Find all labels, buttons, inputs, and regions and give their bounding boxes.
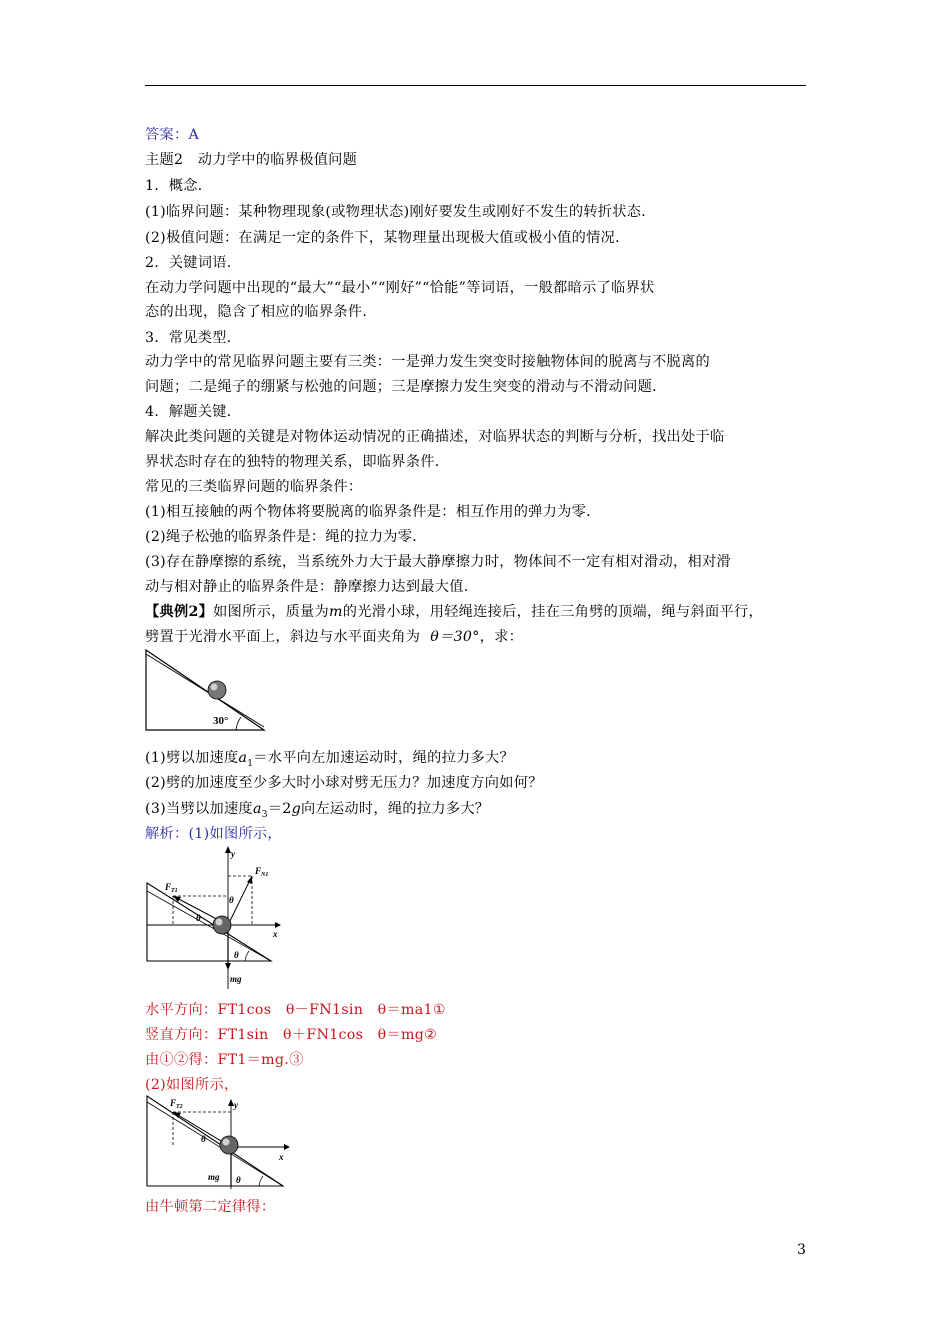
gravity-symbol: g bbox=[291, 801, 301, 817]
angle-label: 30° bbox=[213, 715, 229, 727]
section-4-line-2: 界状态时存在的独特的物理关系，即临界条件． bbox=[145, 454, 450, 470]
section-2-line-1: 在动力学问题中出现的“最大”“最小”“刚好”“恰能”等词语，一般都暗示了临界状 bbox=[145, 280, 655, 296]
ball-highlight bbox=[223, 1139, 230, 1146]
conditions-title: 常见的三类临界问题的临界条件： bbox=[145, 479, 363, 495]
weight-arrow bbox=[225, 963, 231, 970]
ball bbox=[220, 1136, 238, 1154]
condition-3-line-1: (3)存在静摩擦的系统，当系统外力大于最大静摩擦力时，物体间不一定有相对滑动，相对滑 bbox=[145, 554, 732, 570]
tension-label: $F_{T2}$ bbox=[170, 1098, 183, 1110]
mass-symbol: m bbox=[329, 604, 343, 620]
example-heading: 【典例2】 bbox=[145, 604, 214, 620]
question-text: (1)劈以加速度 bbox=[145, 750, 239, 766]
x-axis-arrow bbox=[275, 922, 281, 928]
section-3-title: 3．常见类型． bbox=[145, 330, 242, 346]
y-label: y bbox=[234, 1100, 238, 1110]
angle-arc bbox=[259, 1176, 263, 1186]
example-text: 如图所示，质量为 bbox=[213, 604, 330, 620]
page-number: 3 bbox=[797, 1242, 806, 1258]
condition-1: (1)相互接触的两个物体将要脱离的临界条件是：相互作用的弹力为零． bbox=[145, 504, 601, 520]
wedge-figure bbox=[143, 648, 268, 734]
question-text: (3)当劈以加速度 bbox=[145, 801, 253, 817]
accel-subscript: 1 bbox=[247, 758, 254, 769]
weight-label: mg bbox=[230, 974, 242, 984]
question-text: ＝2 bbox=[267, 801, 292, 817]
answer-line: 答案：A bbox=[145, 127, 200, 143]
example-line-1 bbox=[145, 602, 763, 622]
equation-horizontal: 水平方向：FT1cos θ－FN1sin θ＝ma1① bbox=[145, 1002, 446, 1018]
question-3 bbox=[145, 799, 489, 825]
header-rule bbox=[145, 85, 806, 86]
rope-line bbox=[146, 654, 264, 727]
angle-arc bbox=[236, 717, 241, 730]
y-label: y bbox=[231, 849, 235, 859]
condition-2: (2)绳子松弛的临界条件是：绳的拉力为零． bbox=[145, 529, 427, 545]
section-1-para-2: (2)极值问题：在满足一定的条件下，某物理量出现极大值或极小值的情况． bbox=[145, 230, 630, 246]
solution-label: 解析： bbox=[145, 826, 189, 842]
ball bbox=[208, 681, 226, 699]
theta-label-1: θ bbox=[201, 1134, 206, 1144]
question-2: (2)劈的加速度至少多大时小球对劈无压力？加速度方向如何？ bbox=[145, 775, 543, 791]
theta-label-1: θ bbox=[229, 895, 234, 905]
accel-symbol: a bbox=[252, 801, 262, 817]
section-1-title: 1．概念． bbox=[145, 178, 213, 194]
theta-label-3: θ bbox=[234, 950, 239, 960]
section-4-line-1: 解决此类问题的关键是对物体运动情况的正确描述，对临界状态的判断与分析，找出处于临 bbox=[145, 429, 725, 445]
x-label: x bbox=[273, 929, 278, 939]
section-1-para-1: (1)临界问题：某种物理现象(或物理状态)刚好要发生或刚好不发生的转折状态． bbox=[145, 204, 656, 220]
solution-part-2: (2)如图所示， bbox=[145, 1077, 239, 1093]
question-text: 向左运动时，绳的拉力多大？ bbox=[300, 801, 490, 817]
equation-result: 由①②得：FT1＝mg.③ bbox=[145, 1052, 304, 1068]
theta-label-2: θ bbox=[196, 913, 201, 923]
solution-part-1: (1)如图所示， bbox=[188, 826, 282, 842]
section-2-line-2: 态的出现，隐含了相应的临界条件． bbox=[145, 304, 377, 320]
condition-3-line-2: 动与相对静止的临界条件是：静摩擦力达到最大值． bbox=[145, 579, 479, 595]
section-4-title: 4．解题关键． bbox=[145, 404, 242, 420]
section-3-line-1: 动力学中的常见临界问题主要有三类：一是弹力发生突变时接触物体间的脱离与不脱离的 bbox=[145, 354, 711, 370]
ball-highlight bbox=[216, 919, 223, 926]
section-2-title: 2．关键词语． bbox=[145, 255, 242, 271]
angle-arc bbox=[245, 951, 249, 961]
normal-arrow bbox=[247, 876, 252, 884]
tension-label: $F_{T1}$ bbox=[165, 882, 178, 894]
tension-arrow bbox=[173, 896, 181, 902]
x-label: x bbox=[279, 1152, 284, 1162]
ball-highlight bbox=[211, 684, 218, 691]
example-line-2 bbox=[145, 627, 523, 647]
solution-part-3: 由牛顿第二定律得： bbox=[145, 1199, 276, 1215]
accel-subscript: 3 bbox=[261, 809, 268, 820]
section-3-line-2: 问题；二是绳子的绷紧与松弛的问题；三是摩擦力发生突变的滑动与不滑动问题． bbox=[145, 379, 667, 395]
accel-symbol: a bbox=[238, 750, 248, 766]
angle-value: θ＝30° bbox=[430, 629, 480, 645]
example-text: 的光滑小球，用轻绳连接后，挂在三角劈的顶端，绳与斜面平行， bbox=[342, 604, 763, 620]
question-text: ＝水平向左加速运动时，绳的拉力多大？ bbox=[253, 750, 515, 766]
topic-heading: 主题2 动力学中的临界极值问题 bbox=[145, 152, 358, 168]
ball bbox=[213, 916, 231, 934]
equation-vertical: 竖直方向：FT1sin θ＋FN1cos θ＝mg② bbox=[145, 1027, 438, 1043]
example-text: ，求： bbox=[479, 629, 524, 645]
weight-label: mg bbox=[208, 1172, 220, 1182]
x-axis-arrow bbox=[284, 1144, 290, 1150]
solution-line bbox=[145, 824, 282, 844]
question-1 bbox=[145, 748, 514, 774]
example-text: 劈置于光滑水平面上，斜边与水平面夹角为 bbox=[145, 629, 421, 645]
normal-label: $F_{N1}$ bbox=[255, 866, 269, 878]
theta-label-2: θ bbox=[236, 1175, 241, 1185]
force-diagram-2 bbox=[143, 1094, 293, 1190]
force-diagram-1 bbox=[143, 843, 283, 993]
